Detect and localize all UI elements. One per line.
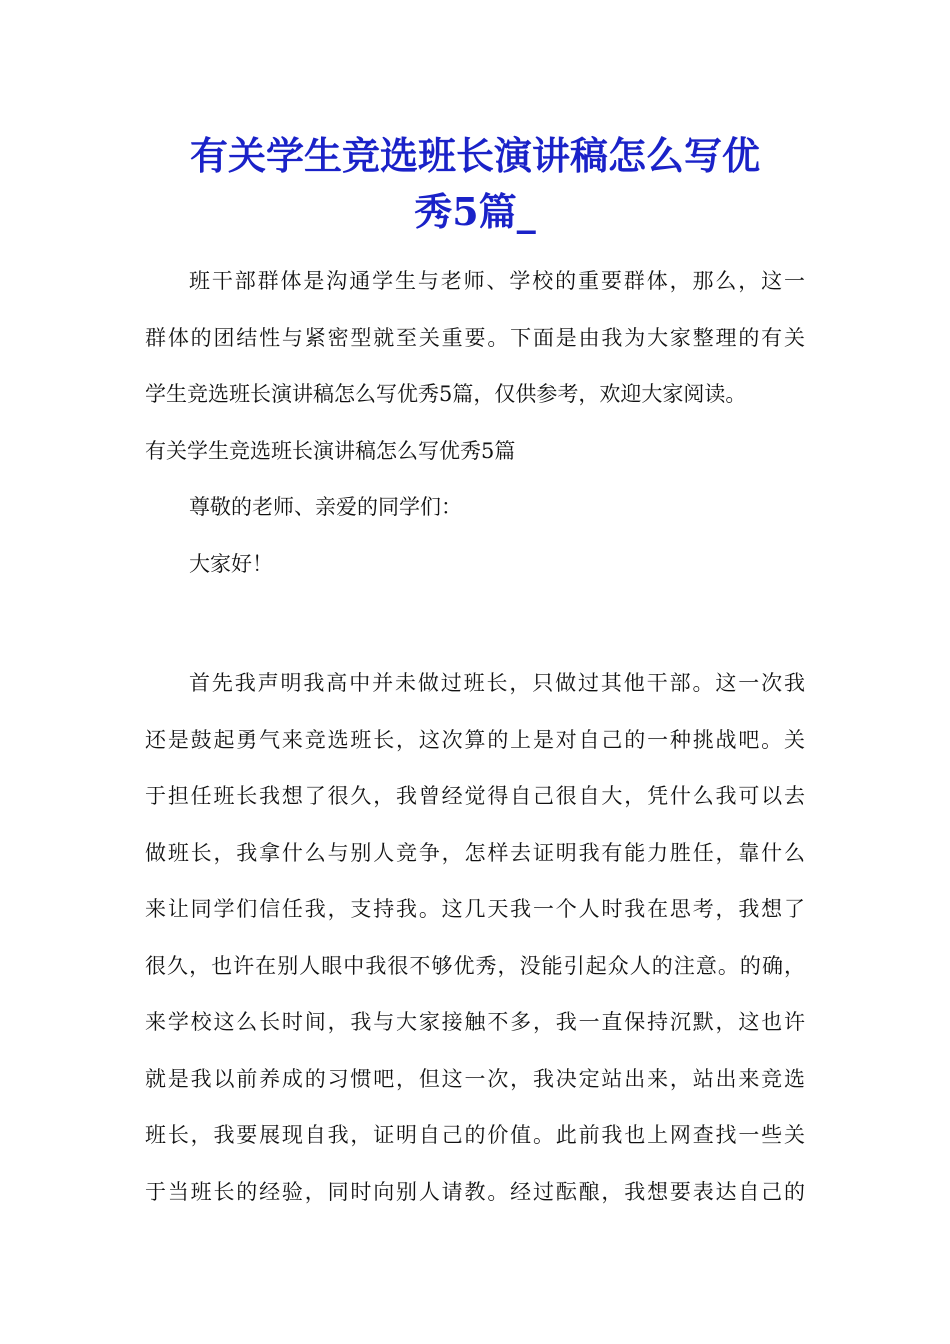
intro-line: 群体的团结性与紧密型就至关重要。下面是由我为大家整理的有关 (145, 325, 805, 350)
speech-line: 还是鼓起勇气来竞选班长，这次算的上是对自己的一种挑战吧。关 (145, 727, 805, 752)
greeting: 大家好！ (189, 551, 273, 576)
intro-paragraph (145, 253, 805, 592)
speech-line: 于担任班长我想了很久，我曾经觉得自己很自大，凭什么我可以去 (145, 784, 805, 808)
salutation: 尊敬的老师、亲爱的同学们： (189, 495, 462, 519)
speech-paragraph (145, 655, 805, 1220)
title-line: 秀5篇_ (414, 189, 536, 234)
intro-line: 班干部群体是沟通学生与老师、学校的重要群体，那么，这一 (189, 269, 805, 293)
speech-line: 班长，我要展现自我，证明自己的价值。此前我也上网查找一些关 (145, 1123, 805, 1147)
intro-line: 学生竞选班长演讲稿怎么写优秀5篇，仅供参考，欢迎大家阅读。 (145, 382, 747, 406)
title-line: 有关学生竞选班长演讲稿怎么写优 (189, 133, 760, 178)
document-title (120, 128, 830, 240)
speech-line: 就是我以前养成的习惯吧，但这一次，我决定站出来，站出来竞选 (145, 1066, 805, 1091)
speech-line: 来学校这么长时间，我与大家接触不多，我一直保持沉默，这也许 (145, 1010, 805, 1034)
speech-line: 来让同学们信任我，支持我。这几天我一个人时我在思考，我想了 (145, 897, 805, 921)
speech-line: 于当班长的经验，同时向别人请教。经过酝酿，我想要表达自己的 (145, 1179, 805, 1204)
speech-line: 首先我声明我高中并未做过班长，只做过其他干部。这一次我 (189, 671, 805, 695)
subheading: 有关学生竞选班长演讲稿怎么写优秀5篇 (145, 438, 516, 463)
speech-line: 做班长，我拿什么与别人竞争，怎样去证明我有能力胜任，靠什么 (145, 840, 805, 865)
speech-line: 很久，也许在别人眼中我很不够优秀，没能引起众人的注意。的确， (145, 953, 805, 978)
